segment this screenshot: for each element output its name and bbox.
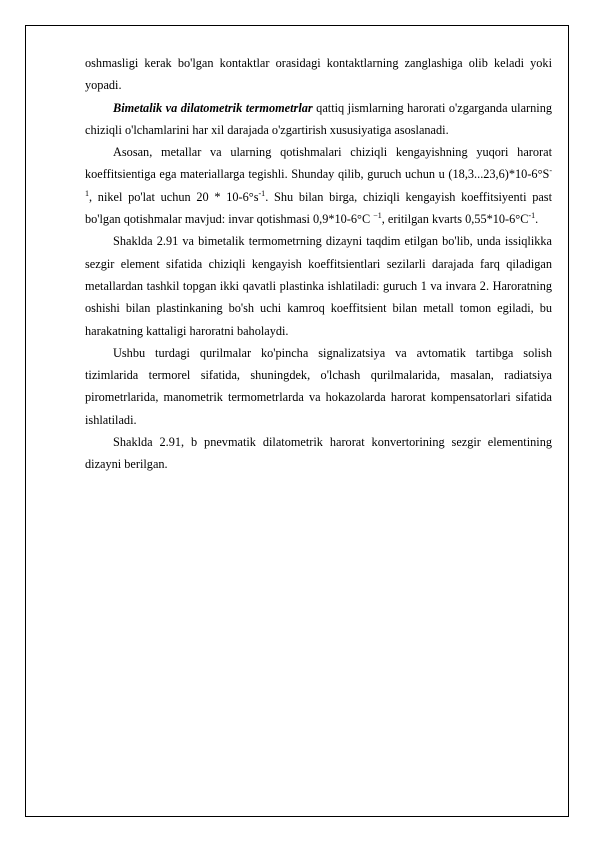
paragraph-continuation: oshmasligi kerak bo'lgan kontaktlar orasidagi kontaktlarning zanglashiga olib keladi yoki yopadi.: [85, 56, 552, 93]
paragraph-figure-b: Shaklda 2.91, b pnevmatik dilatometrik harorat konvertorining sezgir elementining dizayni berilgan.: [85, 435, 552, 472]
superscript: -1: [85, 166, 552, 198]
paragraph-text: Asosan, metallar va ularning qotishmalari chiziqli kengayishning yuqori harorat koeffitsientiga ega materiallarga tegishli. Shunday qilib, guruch uchun u (18,3...23,6)*10-6°S: [85, 145, 552, 182]
document-body: [85, 52, 552, 476]
superscript: -1: [258, 188, 266, 198]
paragraph-text: , nikel po'lat uchun 20 * 10-6°s: [89, 189, 259, 204]
paragraph-text: qattiq jismlarning harorati o'zgarganda ularning chiziqli o'lchamlarini har xil darajada o'zgartirish xususiyatiga asoslanadi.: [85, 100, 552, 137]
paragraph-applications: Ushbu turdagi qurilmalar ko'pincha signalizatsiya va avtomatik tartibga solish tizimlarida termorel sifatida, shuningdek, o'lchash qurilmalarida, masalan, radiatsiya pirometrlarida, manometrik termometrlarda va hokazolarda harorat kompensatorlari sifatida ishlatiladi.: [85, 345, 552, 427]
paragraph-coefficients: [85, 141, 552, 230]
paragraph-text: . Shu bilan birga, chiziqli kengayish koeffitsiyenti past bo'lgan qotishmalar mavjud: invar qotishmasi 0,9*10-6°C: [85, 189, 553, 227]
paragraph-text: , eritilgan kvarts 0,55*10-6°C: [381, 212, 529, 227]
bold-term: Bimetalik va dilatometrik termometrlar: [113, 100, 313, 115]
paragraph-text: .: [535, 212, 539, 227]
paragraph-bimetallic-intro: [85, 97, 552, 142]
superscript: −1: [373, 211, 382, 221]
superscript: -1: [528, 211, 536, 221]
paragraph-figure-a: Shaklda 2.91 va bimetalik termometrning dizayni taqdim etilgan bo'lib, unda issiqlikka sezgir element sifatida chiziqli kengayish koeffitsientlari sezilarli darajada farq qiladigan metallardan tashkil topgan ikki qavatli plastinka ishlatiladi: guruch 1 va invara 2. Haroratning oshishi bilan plastinkaning bo'sh uchi kamroq koeffitsient bilan metall tomon egiladi, bu harakatning kattaligi haroratni baholaydi.: [85, 234, 552, 338]
